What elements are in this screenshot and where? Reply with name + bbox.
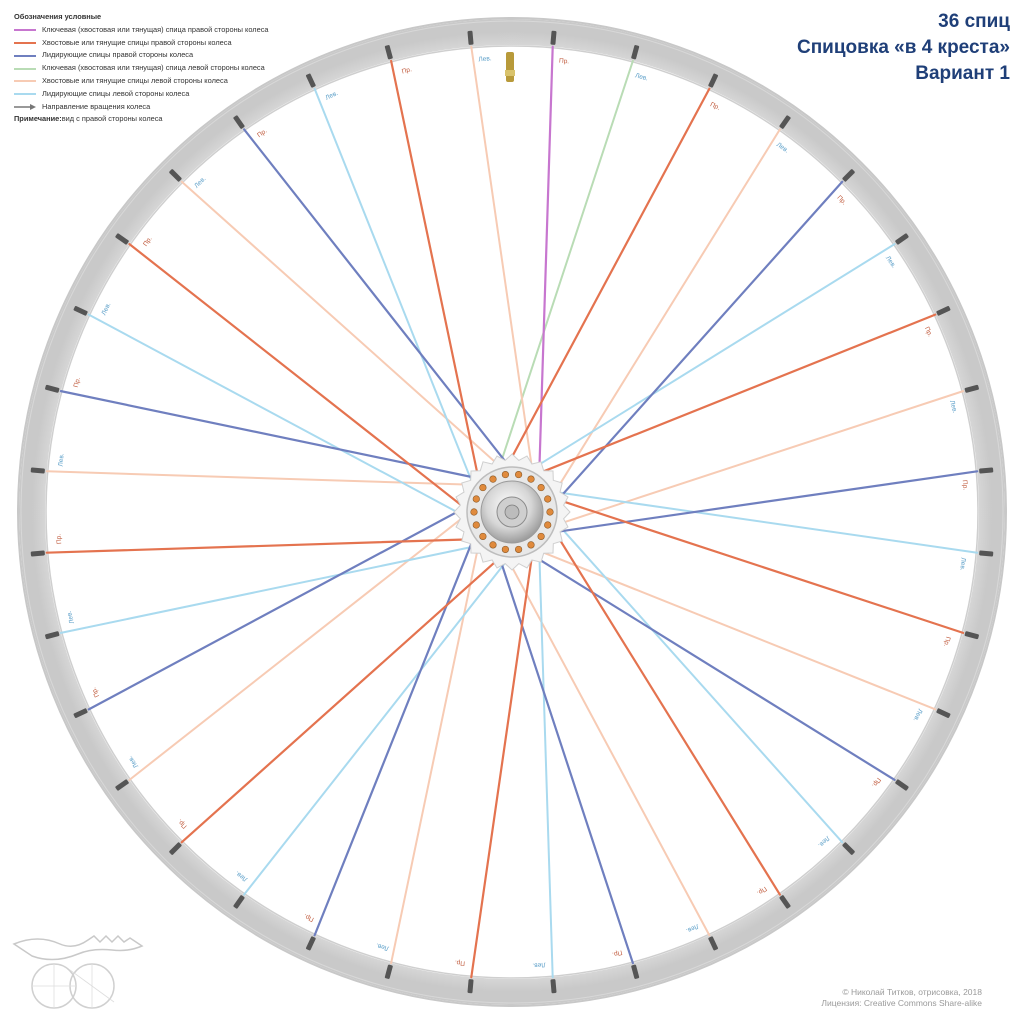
rim-label-left: Лев. — [193, 175, 208, 190]
rim-label-right: Пр. — [142, 235, 154, 248]
hub-hole — [528, 476, 535, 483]
hub-hole — [544, 522, 551, 529]
legend-item — [14, 75, 269, 88]
spoke-right — [539, 47, 553, 485]
spoke-right — [522, 549, 895, 780]
hub-hole — [528, 542, 535, 549]
rim-label-right: Пр. — [960, 479, 969, 491]
arrow-icon — [14, 104, 36, 110]
rim-label-right: Пр. — [90, 686, 102, 699]
legend-item — [14, 24, 269, 37]
page-variant: Вариант 1 — [915, 63, 1010, 84]
legend-swatch — [14, 68, 36, 70]
hub-hole — [473, 522, 480, 529]
legend-note-bold: Примечание: — [14, 114, 62, 124]
spoke-left — [550, 515, 842, 842]
legend-swatch — [14, 80, 36, 82]
legend-item — [14, 88, 269, 101]
page-subtitle: Спицовка «в 4 креста» — [796, 37, 1010, 58]
spoke-left — [61, 543, 490, 633]
rim-label-right: Пр. — [755, 884, 768, 897]
spoke-right — [61, 391, 490, 481]
legend-heading: Обозначения условные — [14, 12, 102, 21]
rim-label-right: Пр. — [870, 776, 882, 789]
rim-label-right: Пр. — [835, 194, 848, 207]
hub-hole — [538, 484, 545, 491]
rim-label-left: Лев. — [816, 834, 831, 849]
credit-author: © Николай Титков, отрисовка, 2018 — [842, 987, 982, 997]
spoke-left — [471, 47, 533, 481]
hub-hole — [473, 496, 480, 503]
spoke-left — [539, 539, 553, 977]
rim-label-right: Пр. — [922, 325, 934, 338]
legend-direction-label: Направление вращения колеса — [42, 101, 151, 111]
rim-label-left: Лев. — [65, 609, 76, 625]
credits — [821, 987, 982, 1009]
rim-label-right: Пр. — [302, 912, 316, 923]
spoke-left — [546, 391, 963, 528]
spoke-right — [391, 61, 481, 490]
page-title: 36 спиц — [938, 11, 1010, 32]
spoke-left — [391, 534, 481, 963]
rim-label-left: Лев. — [948, 399, 959, 415]
spoke-left — [549, 129, 780, 502]
rim-label-right: Пр. — [558, 57, 570, 66]
hub-hole — [490, 542, 497, 549]
legend-item — [14, 49, 269, 62]
hub — [454, 454, 570, 570]
rim-label-left: Лев. — [57, 453, 66, 467]
hub-hole — [480, 484, 487, 491]
legend-note — [14, 113, 269, 126]
spoke-right — [546, 496, 963, 633]
hub-hole — [490, 476, 497, 483]
legend-item — [14, 62, 269, 75]
spoke-right — [244, 129, 515, 474]
spoke-left — [528, 546, 935, 709]
rim-label-right: Пр. — [454, 958, 466, 967]
hub-hole — [502, 546, 509, 553]
rim-label-left: Лев. — [774, 141, 790, 155]
rim-label-right: Пр. — [941, 635, 952, 648]
legend-label: Лидирующие спицы левой стороны колеса — [42, 88, 190, 98]
rim-label-right: Пр. — [611, 948, 623, 958]
legend-label: Ключевая (хвостовая или тянущая) спица правой стороны колеса — [42, 24, 269, 34]
hub-hole — [547, 509, 554, 516]
legend — [14, 11, 269, 126]
spoke-right — [550, 182, 842, 509]
rim-label-left: Лев. — [958, 557, 967, 571]
legend-label: Лидирующие спицы правой стороны колеса — [42, 50, 194, 60]
legend-swatch — [14, 42, 36, 44]
rim-label-left: Лев. — [126, 754, 141, 770]
rim-label-right: Пр. — [176, 817, 189, 830]
rim-label-right: Пр. — [256, 127, 269, 140]
bicycle-chain-logo-icon — [8, 930, 148, 1012]
legend-label: Ключевая (хвостовая или тянущая) спица левой стороны колеса — [42, 63, 265, 73]
rim-label-left: Лев. — [478, 55, 492, 64]
legend-note-text: вид с правой стороны колеса — [61, 114, 163, 124]
rim-label-left: Лев. — [324, 89, 340, 102]
rim-label-left: Лев. — [234, 869, 250, 883]
hub-hole — [544, 496, 551, 503]
credit-license: Лицензия: Creative Commons Share-alike — [821, 998, 982, 1008]
spoke-left — [315, 89, 478, 496]
spoke-right — [471, 543, 533, 977]
legend-item — [14, 101, 269, 114]
hub-hole — [515, 471, 522, 478]
legend-swatch — [14, 29, 36, 31]
spoke-right — [549, 522, 780, 895]
legend-swatch — [14, 93, 36, 95]
hub-hole — [471, 509, 478, 516]
rim-label-left: Лев. — [634, 72, 649, 83]
hub-hole — [502, 471, 509, 478]
rim-label-left: Лев. — [375, 941, 390, 952]
legend-label: Хвостовые или тянущие спицы левой стороны колеса — [42, 75, 228, 85]
rim-label-left: Лев. — [100, 301, 113, 317]
valve-icon — [505, 52, 515, 82]
spoke-left — [522, 244, 898, 475]
legend-label: Хвостовые или тянущие спицы правой стороны колеса — [42, 37, 232, 47]
rim-label-right: Пр. — [55, 533, 64, 545]
spoke-right — [543, 471, 977, 533]
hub-axle-cap — [505, 505, 519, 519]
rim-label-right: Пр. — [72, 376, 83, 389]
rim-label-left: Лев. — [911, 707, 924, 723]
legend-item — [14, 37, 269, 50]
hub-hole — [480, 533, 487, 540]
spoke-right — [315, 528, 478, 935]
spoke-right — [182, 550, 509, 842]
spoke-left — [182, 182, 509, 474]
hub-hole — [515, 546, 522, 553]
rim-label-right: Пр. — [708, 101, 722, 112]
rim-label-left: Лев. — [684, 922, 700, 935]
spoke-left — [543, 490, 977, 552]
spoke-left — [244, 550, 515, 895]
hub-hole — [538, 533, 545, 540]
legend-swatch — [14, 55, 36, 57]
rim-label-right: Пр. — [401, 66, 413, 76]
spoke-right — [528, 315, 935, 478]
rim-label-left: Лев. — [532, 960, 546, 969]
rim-label-left: Лев. — [883, 254, 898, 270]
